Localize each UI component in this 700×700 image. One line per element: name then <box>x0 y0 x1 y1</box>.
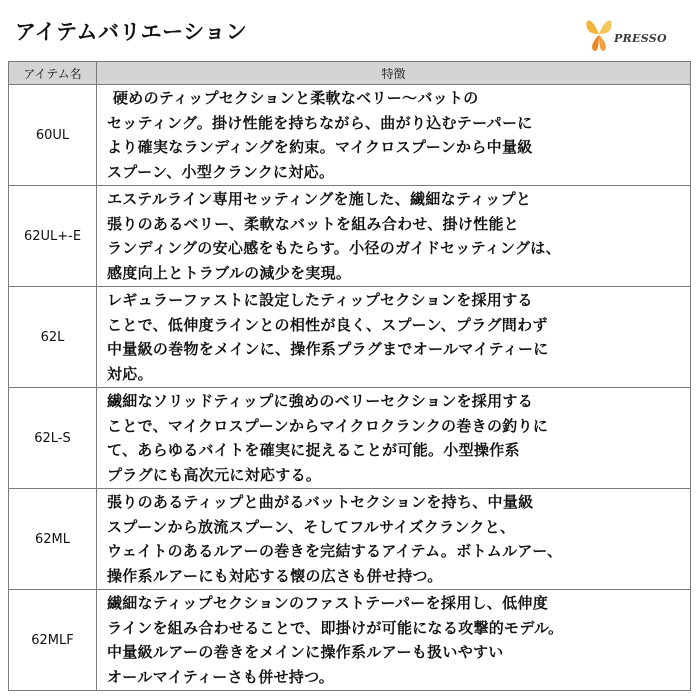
table-header-row <box>9 62 691 85</box>
table-row <box>9 287 691 388</box>
brand-logo-text: PRESSO <box>614 32 667 45</box>
item-name-cell: 60UL <box>9 85 97 186</box>
feature-line: 感度向上とトラブルの減少を実現。 <box>107 263 352 282</box>
feature-line: 繊細なティップセクションのファストテーパーを採用し、低伸度 <box>107 594 549 612</box>
table-row <box>9 85 691 186</box>
feature-line: エステルライン専用セッティングを施した、繊細なティップと <box>107 190 532 208</box>
feature-line: 繊細なソリッドティップに強めのベリーセクションを採用する <box>107 392 534 410</box>
feature-cell <box>97 388 691 489</box>
feature-line: 張りのあるベリー、柔軟なバットを組み合わせ、掛け性能と <box>107 214 520 233</box>
table-row <box>9 590 691 691</box>
column-header-features: 特徴 <box>97 62 691 85</box>
feature-cell <box>97 489 691 590</box>
item-name-cell: 62L-S <box>9 388 97 489</box>
item-variation-table <box>8 61 691 691</box>
table-row <box>9 186 691 287</box>
feature-line: プラグにも高次元に対応する。 <box>107 465 322 484</box>
feature-line: 操作系ルアーにも対応する懐の広さも併せ持つ。 <box>107 566 443 585</box>
feature-line: ランディングの安心感をもたらす。小径のガイドセッティングは、 <box>107 239 561 257</box>
feature-line: スプーン、小型クランクに対応。 <box>107 162 335 181</box>
feature-line: より確実なランディングを約束。マイクロスプーンから中量級 <box>107 138 533 156</box>
feature-line: ラインを組み合わせることで、即掛けが可能になる攻撃的モデル。 <box>107 618 564 637</box>
item-name-cell: 62UL+-E <box>9 186 97 287</box>
feature-cell <box>97 85 691 186</box>
feature-line: セッティング。掛け性能を持ちながら、曲がり込むテーパーに <box>107 113 533 132</box>
item-name-cell: 62ML <box>9 489 97 590</box>
feature-cell <box>97 590 691 691</box>
item-name-cell: 62MLF <box>9 590 97 691</box>
feature-line: ことで、マイクロスプーンからマイクロクランクの巻きの釣りに <box>107 416 549 435</box>
butterfly-icon <box>584 14 614 54</box>
feature-line: ウェイトのあるルアーの巻きを完結するアイテム。ボトムルアー、 <box>107 542 563 560</box>
feature-cell <box>97 287 691 388</box>
feature-line: ことで、低伸度ラインとの相性が良く、スプーン、プラグ問わず <box>107 315 548 334</box>
feature-line: て、あらゆるバイトを確実に捉えることが可能。小型操作系 <box>107 441 520 459</box>
feature-line: オールマイティーさも併せ持つ。 <box>107 667 335 686</box>
page-title: アイテムバリエーション <box>15 20 248 44</box>
feature-line: 中量級ルアーの巻きをメインに操作系ルアーも扱いやすい <box>107 643 504 661</box>
table-row <box>9 388 691 489</box>
feature-line: 張りのあるティップと曲がるバットセクションを持ち、中量級 <box>107 493 534 511</box>
feature-line: 中量級の巻物をメインに、操作系プラグまでオールマイティーに <box>107 340 549 358</box>
feature-line: 硬めのティップセクションと柔軟なベリー〜バットの <box>113 89 479 107</box>
feature-line: スプーンから放流スプーン、そしてフルサイズクランクと、 <box>107 517 516 536</box>
brand-logo <box>584 14 689 56</box>
item-name-cell: 62L <box>9 287 97 388</box>
feature-line: レギュラーファストに設定したティップセクションを採用する <box>107 291 533 309</box>
feature-line: 対応。 <box>107 364 153 383</box>
column-header-item-name: アイテム名 <box>9 62 97 85</box>
table-row <box>9 489 691 590</box>
feature-cell <box>97 186 691 287</box>
